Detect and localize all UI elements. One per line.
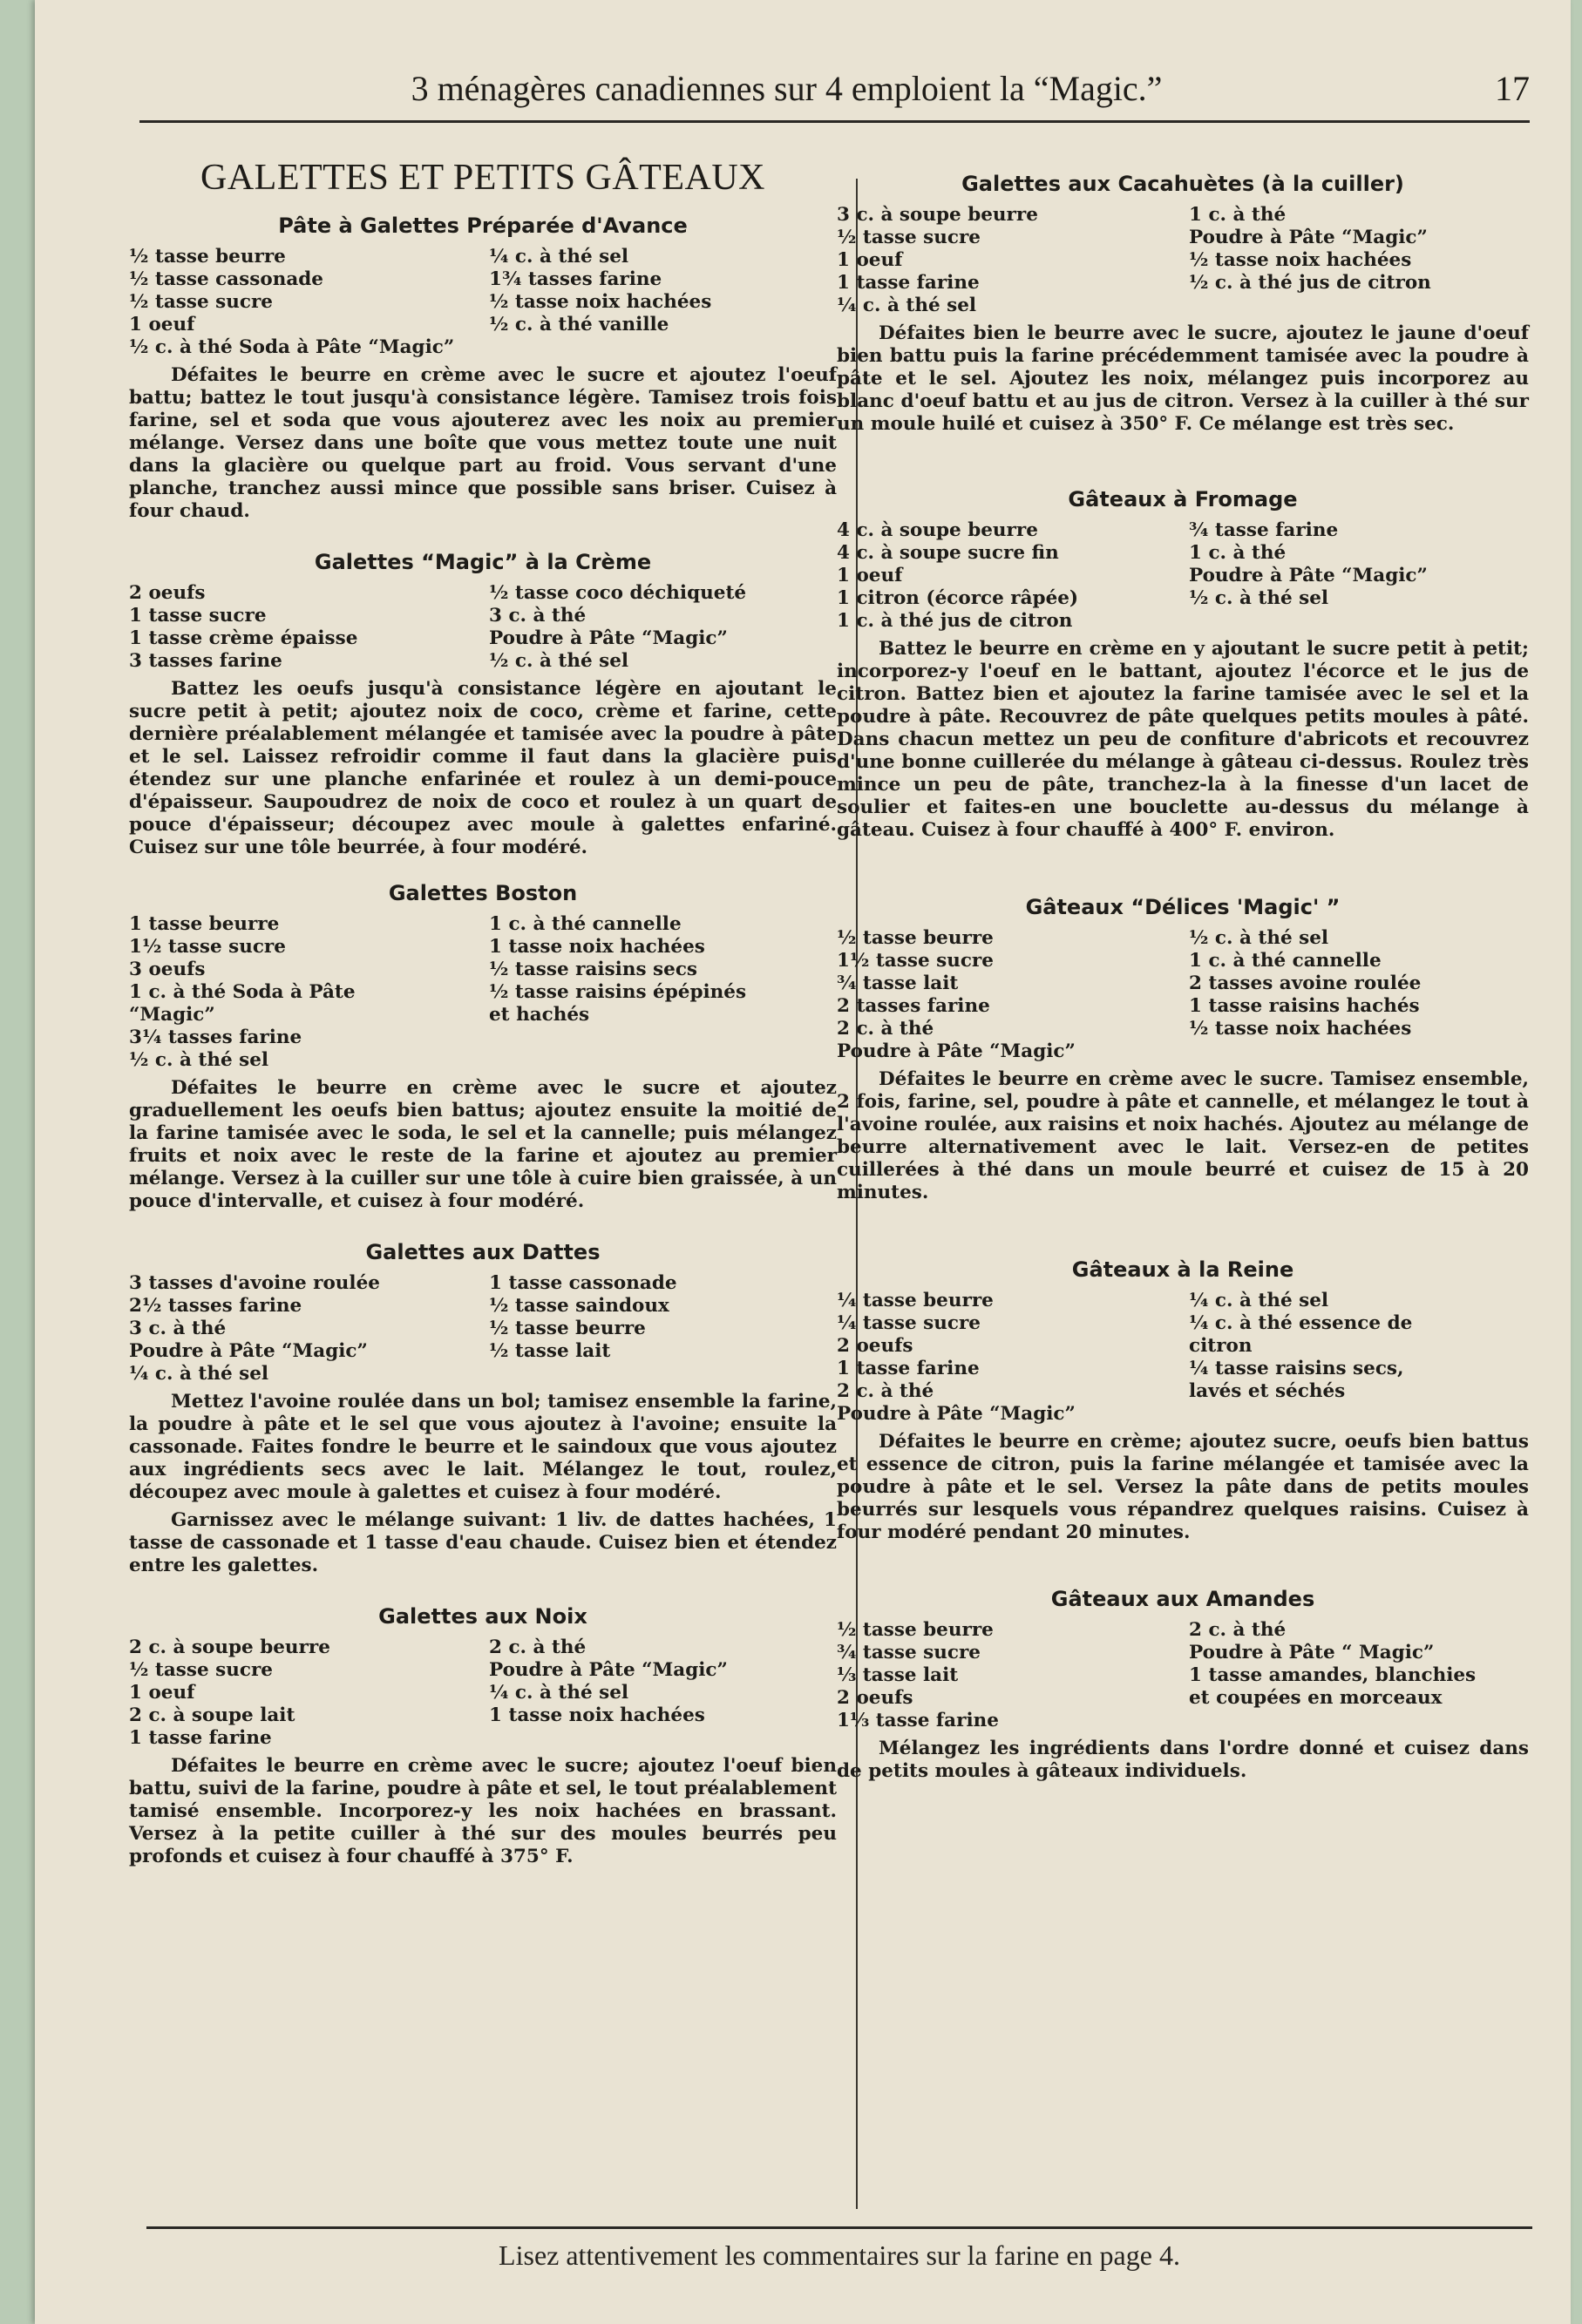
page-number: 17 bbox=[1495, 69, 1530, 108]
ingredient: ½ tasse noix hachées bbox=[1189, 249, 1412, 271]
recipe bbox=[837, 1257, 1529, 1544]
ingredient: 3 c. à thé Poudre à Pâte “Magic” bbox=[129, 1318, 368, 1362]
ingredient: 1⅓ tasse farine bbox=[837, 1710, 999, 1731]
ingredient: 1 tasse beurre bbox=[129, 913, 280, 935]
recipe bbox=[837, 486, 1529, 842]
ingredients bbox=[129, 913, 837, 1072]
ingredient: ¼ c. à thé sel bbox=[1189, 1290, 1329, 1311]
recipe bbox=[129, 880, 837, 1213]
ingredient-list-left bbox=[129, 246, 477, 359]
recipe-note: Garnissez avec le mélange suivant: 1 liv. de dattes hachées, 1 tasse de cassonade et 1 tasse d'eau chaude. Cuisez bien et étendez entre les galettes. bbox=[129, 1509, 837, 1576]
ingredient: ½ tasse raisins secs bbox=[489, 959, 698, 980]
ingredient: 1 oeuf bbox=[129, 314, 195, 335]
ingredient: 2 c. à thé Poudre à Pâte “Magic” bbox=[837, 1018, 1076, 1062]
section-title: GALETTES ET PETITS GÂTEAUX bbox=[200, 158, 765, 198]
recipe-title: Galettes aux Dattes bbox=[365, 1240, 601, 1264]
ingredients bbox=[837, 519, 1529, 633]
recipe bbox=[129, 213, 837, 523]
footer-note: Lisez attentivement les commentaires sur la farine en page 4. bbox=[499, 2239, 1180, 2271]
ingredient: 1 c. à thé Poudre à Pâte “Magic” bbox=[1189, 542, 1428, 586]
ingredient: 2 c. à thé Poudre à Pâte “Magic” bbox=[489, 1636, 728, 1681]
ingredient: 1 c. à thé Soda à Pâte “Magic” bbox=[129, 981, 356, 1026]
ingredient: ½ tasse noix hachées bbox=[1189, 1018, 1412, 1040]
ingredient: 1 tasse sucre bbox=[129, 605, 267, 627]
ingredient-list-right bbox=[1189, 204, 1529, 317]
ingredient: 1 oeuf bbox=[837, 565, 903, 586]
ingredient: 2 tasses farine bbox=[837, 995, 990, 1017]
ingredient: ¼ c. à thé sel bbox=[489, 1682, 629, 1704]
ingredient: 2 c. à soupe beurre bbox=[129, 1636, 330, 1658]
ingredient: 2 tasses avoine roulée bbox=[1189, 972, 1422, 994]
ingredient: ½ tasse sucre bbox=[129, 1659, 273, 1681]
ingredient: 2 oeufs bbox=[837, 1687, 913, 1709]
ingredient: ½ tasse saindoux bbox=[489, 1295, 669, 1317]
ingredient: 2 c. à soupe lait bbox=[129, 1704, 295, 1726]
ingredient: 1¾ tasses farine bbox=[489, 268, 662, 290]
ingredients bbox=[129, 582, 837, 673]
ingredient: ½ tasse noix hachées bbox=[489, 291, 712, 313]
ingredient: ½ c. à thé sel bbox=[129, 1049, 269, 1071]
ingredient: ½ tasse coco déchiqueté bbox=[489, 582, 747, 604]
recipe-method: Battez le beurre en crème en y ajoutant le sucre petit à petit; incorporez-y l'oeuf en le battant, ajoutez l'écorce et le jus de citron. Battez bien et ajoutez la farine tamisée avec le sel et la poudre à pâte. Recouvrez de pâte quelques petits moules à pâté. Dans chacun mettez un peu de confiture d'abricots et recouvrez d'une bonne cuillerée du mélange à gâteau ci-dessus. Roulez très mince un peu de pâte, tranchez-la à la finesse d'un lacet de soulier et faites-en une bouclette au-dessus du mélange à gâteau. Cuisez à four chauffé à 400° F. environ. bbox=[837, 638, 1529, 841]
recipe-method: Défaites le beurre en crème avec le sucre; ajoutez l'oeuf bien battu, suivi de la farine, poudre à pâte et sel, le tout préalablement tamisé ensemble. Incorporez-y les noix hachées en brassant. Versez à la petite cuiller à thé sur des moules beurrés peu profonds et cuisez à four chauffé à 375° F. bbox=[129, 1755, 837, 1867]
ingredient: 2 c. à thé Poudre à Pâte “Magic” bbox=[837, 1380, 1076, 1425]
recipe-method: Mélangez les ingrédients dans l'ordre donné et cuisez dans de petits moules à gâteaux individuels. bbox=[837, 1738, 1529, 1782]
ingredient: 1 oeuf bbox=[129, 1682, 195, 1704]
recipe-title: Galettes Boston bbox=[388, 881, 578, 905]
ingredients bbox=[837, 204, 1529, 317]
ingredient-list-right bbox=[489, 913, 837, 1072]
ingredient: 1 tasse farine bbox=[837, 272, 980, 294]
ingredient-list-right bbox=[489, 1272, 837, 1386]
recipe bbox=[837, 1586, 1529, 1783]
ingredient-list-left bbox=[837, 927, 1177, 1063]
ingredient: ¼ c. à thé essence de citron bbox=[1189, 1312, 1413, 1357]
ingredient: 2½ tasses farine bbox=[129, 1295, 302, 1317]
header-title: 3 ménagères canadiennes sur 4 emploient la “Magic.” bbox=[411, 69, 1163, 108]
ingredient: 1 tasse amandes, blanchies et coupées en morceaux bbox=[1189, 1664, 1477, 1709]
footer-divider bbox=[146, 2226, 1532, 2229]
page bbox=[35, 0, 1571, 2324]
ingredient: 3 c. à soupe beurre bbox=[837, 204, 1038, 226]
ingredient: ½ tasse beurre bbox=[837, 1619, 994, 1641]
recipe-method: Défaites bien le beurre avec le sucre, ajoutez le jaune d'oeuf bien battu puis la farine précédemment tamisée avec la poudre à pâte et le sel. Ajoutez les noix, mélangez puis incorporez au blanc d'oeuf battu et au jus de citron. Versez à la cuiller à thé sur un moule huilé et cuisez à 350° F. Ce mélange est très sec. bbox=[837, 322, 1529, 435]
ingredient: 1 tasse cassonade bbox=[489, 1272, 677, 1294]
ingredient: 1 c. à thé Poudre à Pâte “Magic” bbox=[1189, 204, 1428, 248]
recipe-title: Gâteaux aux Amandes bbox=[1050, 1587, 1315, 1611]
recipe-title: Galettes aux Noix bbox=[378, 1604, 587, 1629]
ingredient-list-left bbox=[129, 582, 477, 673]
recipe-method: Défaites le beurre en crème avec le sucre. Tamisez ensemble, 2 fois, farine, sel, poudre à pâte et cannelle, et mélangez le tout à l'avoine roulée, aux raisins et noix hachés. Ajoutez au mélange de beurre alternativement avec le lait. Versez-en de petites cuillerées à thé dans un moule beurré et cuisez de 15 à 20 minutes. bbox=[837, 1068, 1529, 1203]
ingredients bbox=[129, 246, 837, 359]
recipe-method: Défaites le beurre en crème avec le sucre et ajoutez l'oeuf battu; battez le tout jusqu'à consistance légère. Tamisez trois fois farine, sel et soda que vous ajouterez avec les noix au premier mélange. Versez dans une boîte que vous mettez toute une nuit dans la glacière ou quelque part au froid. Vous servant d'une planche, tranchez aussi mince que possible sans briser. Cuisez à four chaud. bbox=[129, 364, 837, 522]
ingredient-list-left bbox=[129, 913, 477, 1072]
ingredient: 1 tasse raisins hachés bbox=[1189, 995, 1420, 1017]
ingredient-list-left bbox=[129, 1272, 477, 1386]
ingredients bbox=[837, 927, 1529, 1063]
ingredient: ½ c. à thé sel bbox=[1189, 927, 1329, 949]
ingredient: 1 citron (écorce râpée) bbox=[837, 587, 1079, 609]
ingredients bbox=[837, 1290, 1529, 1426]
ingredient: 1 c. à thé cannelle bbox=[1189, 950, 1382, 972]
ingredient: 4 c. à soupe beurre bbox=[837, 519, 1038, 541]
ingredient-list-left bbox=[837, 1619, 1177, 1732]
ingredient: ½ c. à thé vanille bbox=[489, 314, 669, 335]
ingredient: 4 c. à soupe sucre fin bbox=[837, 542, 1059, 564]
ingredient: 1 oeuf bbox=[837, 249, 903, 271]
right-column bbox=[837, 171, 1529, 1783]
ingredient: ¼ tasse sucre bbox=[837, 1312, 981, 1334]
ingredient-list-right bbox=[1189, 1619, 1529, 1732]
ingredient: ½ tasse sucre bbox=[837, 227, 981, 248]
recipe-method: Battez les oeufs jusqu'à consistance légère en ajoutant le sucre petit à petit; ajoutez noix de coco, crème et farine, cette dernière préalablement mélangée et tamisée avec la poudre à pâte et le sel. Laissez refroidir comme il faut dans la glacière puis étendez sur une planche enfarinée et roulez à un demi-pouce d'épaisseur. Saupoudrez de noix de coco et roulez à un quart de pouce d'épaisseur; découpez avec moule à galettes enfariné. Cuisez sur une tôle beurrée, à four modéré. bbox=[129, 678, 837, 858]
recipe-method: Mettez l'avoine roulée dans un bol; tamisez ensemble la farine, la poudre à pâte et le sel que vous ajoutez à l'avoine; ensuite la cassonade. Faites fondre le beurre et le saindoux que vous ajoutez aux ingrédients secs avec le lait. Mélangez le tout, roulez, découpez avec moule à galettes et cuisez à four modéré. bbox=[129, 1391, 837, 1503]
ingredient: 3 tasses farine bbox=[129, 650, 282, 672]
ingredient: ¾ tasse lait bbox=[837, 972, 959, 994]
ingredient: ¼ c. à thé sel bbox=[129, 1363, 269, 1385]
ingredient-list-right bbox=[1189, 519, 1529, 633]
page-header bbox=[139, 58, 1530, 123]
ingredient: 3¼ tasses farine bbox=[129, 1026, 302, 1048]
recipe-title: Galettes aux Cacahuètes (à la cuiller) bbox=[961, 172, 1404, 196]
ingredient: 2 c. à thé Poudre à Pâte “ Magic” bbox=[1189, 1619, 1435, 1663]
left-recipes bbox=[129, 213, 837, 1868]
left-column bbox=[129, 157, 837, 1868]
ingredient-list-left bbox=[837, 519, 1177, 633]
ingredient: 1½ tasse sucre bbox=[129, 936, 286, 958]
ingredients bbox=[129, 1636, 837, 1750]
ingredient: ½ c. à thé sel bbox=[489, 650, 629, 672]
recipe-title: Pâte à Galettes Préparée d'Avance bbox=[278, 213, 688, 238]
ingredient: ¼ c. à thé sel bbox=[489, 246, 629, 268]
ingredient-list-right bbox=[489, 246, 837, 359]
ingredient: 1 tasse noix hachées bbox=[489, 936, 705, 958]
ingredients bbox=[129, 1272, 837, 1386]
recipe-title: Gâteaux à la Reine bbox=[1071, 1257, 1294, 1282]
recipe bbox=[129, 1239, 837, 1577]
ingredient: ½ tasse sucre bbox=[129, 291, 273, 313]
ingredient: ⅓ tasse lait bbox=[837, 1664, 959, 1686]
ingredient-list-left bbox=[837, 1290, 1177, 1426]
ingredient: ½ tasse beurre bbox=[489, 1318, 646, 1339]
ingredient: 1 tasse crème épaisse bbox=[129, 627, 358, 649]
ingredient: ½ c. à thé jus de citron bbox=[1189, 272, 1431, 294]
ingredient: 2 oeufs bbox=[837, 1335, 913, 1357]
ingredient-list-right bbox=[1189, 1290, 1529, 1426]
recipe bbox=[129, 1603, 837, 1868]
recipe-title: Galettes “Magic” à la Crème bbox=[314, 550, 652, 574]
recipe bbox=[837, 171, 1529, 436]
ingredient: ½ tasse cassonade bbox=[129, 268, 323, 290]
ingredient: 1 c. à thé cannelle bbox=[489, 913, 682, 935]
ingredient: 1½ tasse sucre bbox=[837, 950, 994, 972]
ingredient: ¼ tasse raisins secs, lavés et séchés bbox=[1189, 1358, 1404, 1402]
ingredient-list-right bbox=[489, 1636, 837, 1750]
ingredient: ½ tasse lait bbox=[489, 1340, 611, 1362]
ingredient: ½ c. à thé sel bbox=[1189, 587, 1329, 609]
ingredient: ½ tasse beurre bbox=[837, 927, 994, 949]
ingredient-list-left bbox=[837, 204, 1177, 317]
ingredient: 1 tasse farine bbox=[837, 1358, 980, 1379]
ingredient: 1 tasse farine bbox=[129, 1727, 272, 1749]
recipe bbox=[837, 894, 1529, 1204]
ingredient: ½ tasse beurre bbox=[129, 246, 286, 268]
ingredient: ¼ c. à thé sel bbox=[837, 295, 977, 316]
ingredient: 1 tasse noix hachées bbox=[489, 1704, 705, 1726]
ingredient: 3 oeufs bbox=[129, 959, 206, 980]
recipe-method: Défaites le beurre en crème avec le sucre et ajoutez graduellement les oeufs bien battus; ajoutez ensuite la moitié de la farine tamisée avec le soda, le sel et la cannelle; puis mélangez fruits et noix avec le reste de la farine et ajoutez au premier mélange. Versez à la cuiller sur une tôle à cuire bien graissée, à un pouce d'intervalle, et cuisez à four modéré. bbox=[129, 1077, 837, 1212]
ingredient-list-right bbox=[1189, 927, 1529, 1063]
ingredient-list-right bbox=[489, 582, 837, 673]
ingredient: ½ c. à thé Soda à Pâte “Magic” bbox=[129, 336, 455, 358]
right-recipes bbox=[837, 171, 1529, 1783]
ingredients bbox=[837, 1619, 1529, 1732]
ingredient-list-left bbox=[129, 1636, 477, 1750]
ingredient: 2 oeufs bbox=[129, 582, 206, 604]
ingredient: 3 tasses d'avoine roulée bbox=[129, 1272, 380, 1294]
ingredient: 3 c. à thé Poudre à Pâte “Magic” bbox=[489, 605, 728, 649]
ingredient: ½ tasse raisins épépinés et hachés bbox=[489, 981, 747, 1026]
ingredient: 1 c. à thé jus de citron bbox=[837, 610, 1073, 632]
ingredient: ¾ tasse sucre bbox=[837, 1642, 981, 1663]
ingredient: ¾ tasse farine bbox=[1189, 519, 1339, 541]
recipe-title: Gâteaux à Fromage bbox=[1068, 487, 1298, 512]
recipe bbox=[129, 549, 837, 859]
recipe-method: Défaites le beurre en crème; ajoutez sucre, oeufs bien battus et essence de citron, puis la farine mélangée et tamisée avec la poudre à pâte et le sel. Versez la pâte dans de petits moules beurrés sur lesquels vous répandrez quelques raisins. Cuisez à four modéré pendant 20 minutes. bbox=[837, 1431, 1529, 1543]
ingredient: ¼ tasse beurre bbox=[837, 1290, 994, 1311]
recipe-title: Gâteaux “Délices 'Magic' ” bbox=[1025, 895, 1341, 919]
